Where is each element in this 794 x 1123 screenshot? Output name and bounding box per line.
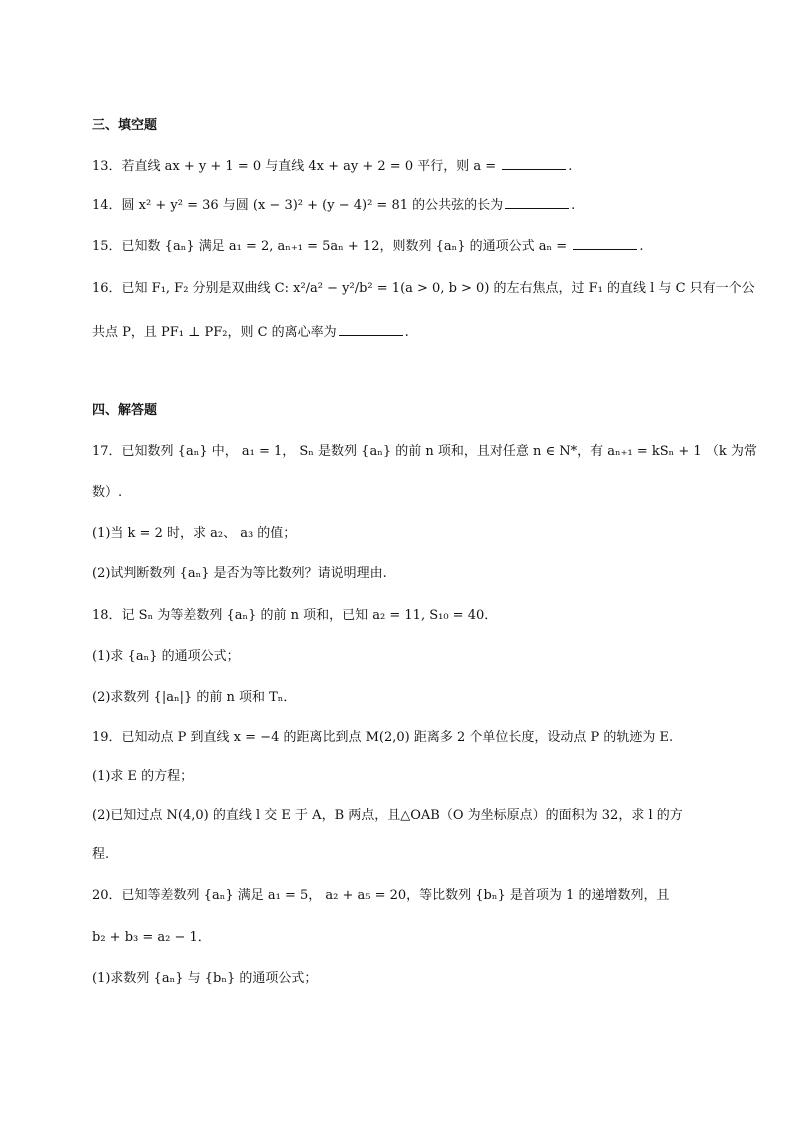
question-15-text: 15．已知数 {aₙ} 满足 a₁ = 2, aₙ₊₁ = 5aₙ + 12，则数列 {aₙ} 的通项公式 aₙ =: [92, 239, 572, 254]
question-20-line-2: b₂ + b₃ = a₂ − 1．: [92, 930, 211, 945]
question-17-line-2: 数）.: [92, 485, 123, 500]
answer-blank: [505, 196, 569, 209]
question-14: [92, 196, 734, 215]
question-20-line-1: 20．已知等差数列 {aₙ} 满足 a₁ = 5， a₂ + a₅ = 20，等比数列 {bₙ} 是首项为 1 的递增数列，且: [92, 888, 670, 903]
question-14-text: 14．圆 x² + y² = 36 与圆 (x − 3)² + (y − 4)² = 81 的公共弦的长为: [92, 198, 504, 213]
question-13: [92, 157, 734, 176]
question-19-part-2-line-1: (2)已知过点 N(4,0) 的直线 l 交 E 于 A，B 两点，且△OAB（O 为坐标原点）的面积为 32，求 l 的方: [92, 808, 683, 823]
question-18: 18．记 Sₙ 为等差数列 {aₙ} 的前 n 项和，已知 a₂ = 11, S₁₀ = 40．: [92, 608, 498, 623]
question-20-part-1: (1)求数列 {aₙ} 与 {bₙ} 的通项公式；: [92, 971, 318, 986]
period: .: [404, 325, 409, 340]
question-19-part-2-line-2: 程.: [92, 847, 110, 862]
question-19-part-1: (1)求 E 的方程；: [92, 769, 194, 784]
question-17-part-1: (1)当 k = 2 时，求 a₂、 a₃ 的值；: [92, 526, 297, 541]
question-16-line-1: 16．已知 F₁, F₂ 分别是双曲线 C: x²/a² − y²/b² = 1(a > 0, b > 0) 的左右焦点，过 F₁ 的直线 l 与 C 只有一个公: [92, 281, 755, 296]
question-19: 19．已知动点 P 到直线 x = −4 的距离比到点 M(2,0) 距离多 2 个单位长度，设动点 P 的轨迹为 E.: [92, 730, 674, 745]
answer-blank: [339, 323, 403, 336]
question-13-text: 13．若直线 ax + y + 1 = 0 与直线 4x + ay + 2 = 0 平行，则 a =: [92, 159, 501, 174]
section-heading-solution: 四、解答题: [92, 403, 158, 418]
period: .: [571, 198, 576, 213]
question-17-part-2: (2)试判断数列 {aₙ} 是否为等比数列？请说明理由.: [92, 566, 387, 581]
question-18-part-2: (2)求数列 {|aₙ|} 的前 n 项和 Tₙ．: [92, 690, 297, 705]
question-16-text: 共点 P，且 PF₁ ⊥ PF₂，则 C 的离心率为: [92, 325, 337, 340]
question-15: [92, 237, 734, 256]
answer-blank: [502, 157, 566, 170]
question-17-line-1: 17．已知数列 {aₙ} 中， a₁ = 1， Sₙ 是数列 {aₙ} 的前 n 项和，且对任意 n ∈ N*，有 aₙ₊₁ = kSₙ + 1 （k 为常: [92, 444, 757, 459]
question-16-line-2: [92, 323, 734, 342]
period: .: [568, 159, 573, 174]
period: .: [639, 239, 644, 254]
section-heading-fill-blank: 三、填空题: [92, 118, 158, 133]
answer-blank: [573, 237, 637, 250]
question-18-part-1: (1)求 {aₙ} 的通项公式；: [92, 649, 240, 664]
